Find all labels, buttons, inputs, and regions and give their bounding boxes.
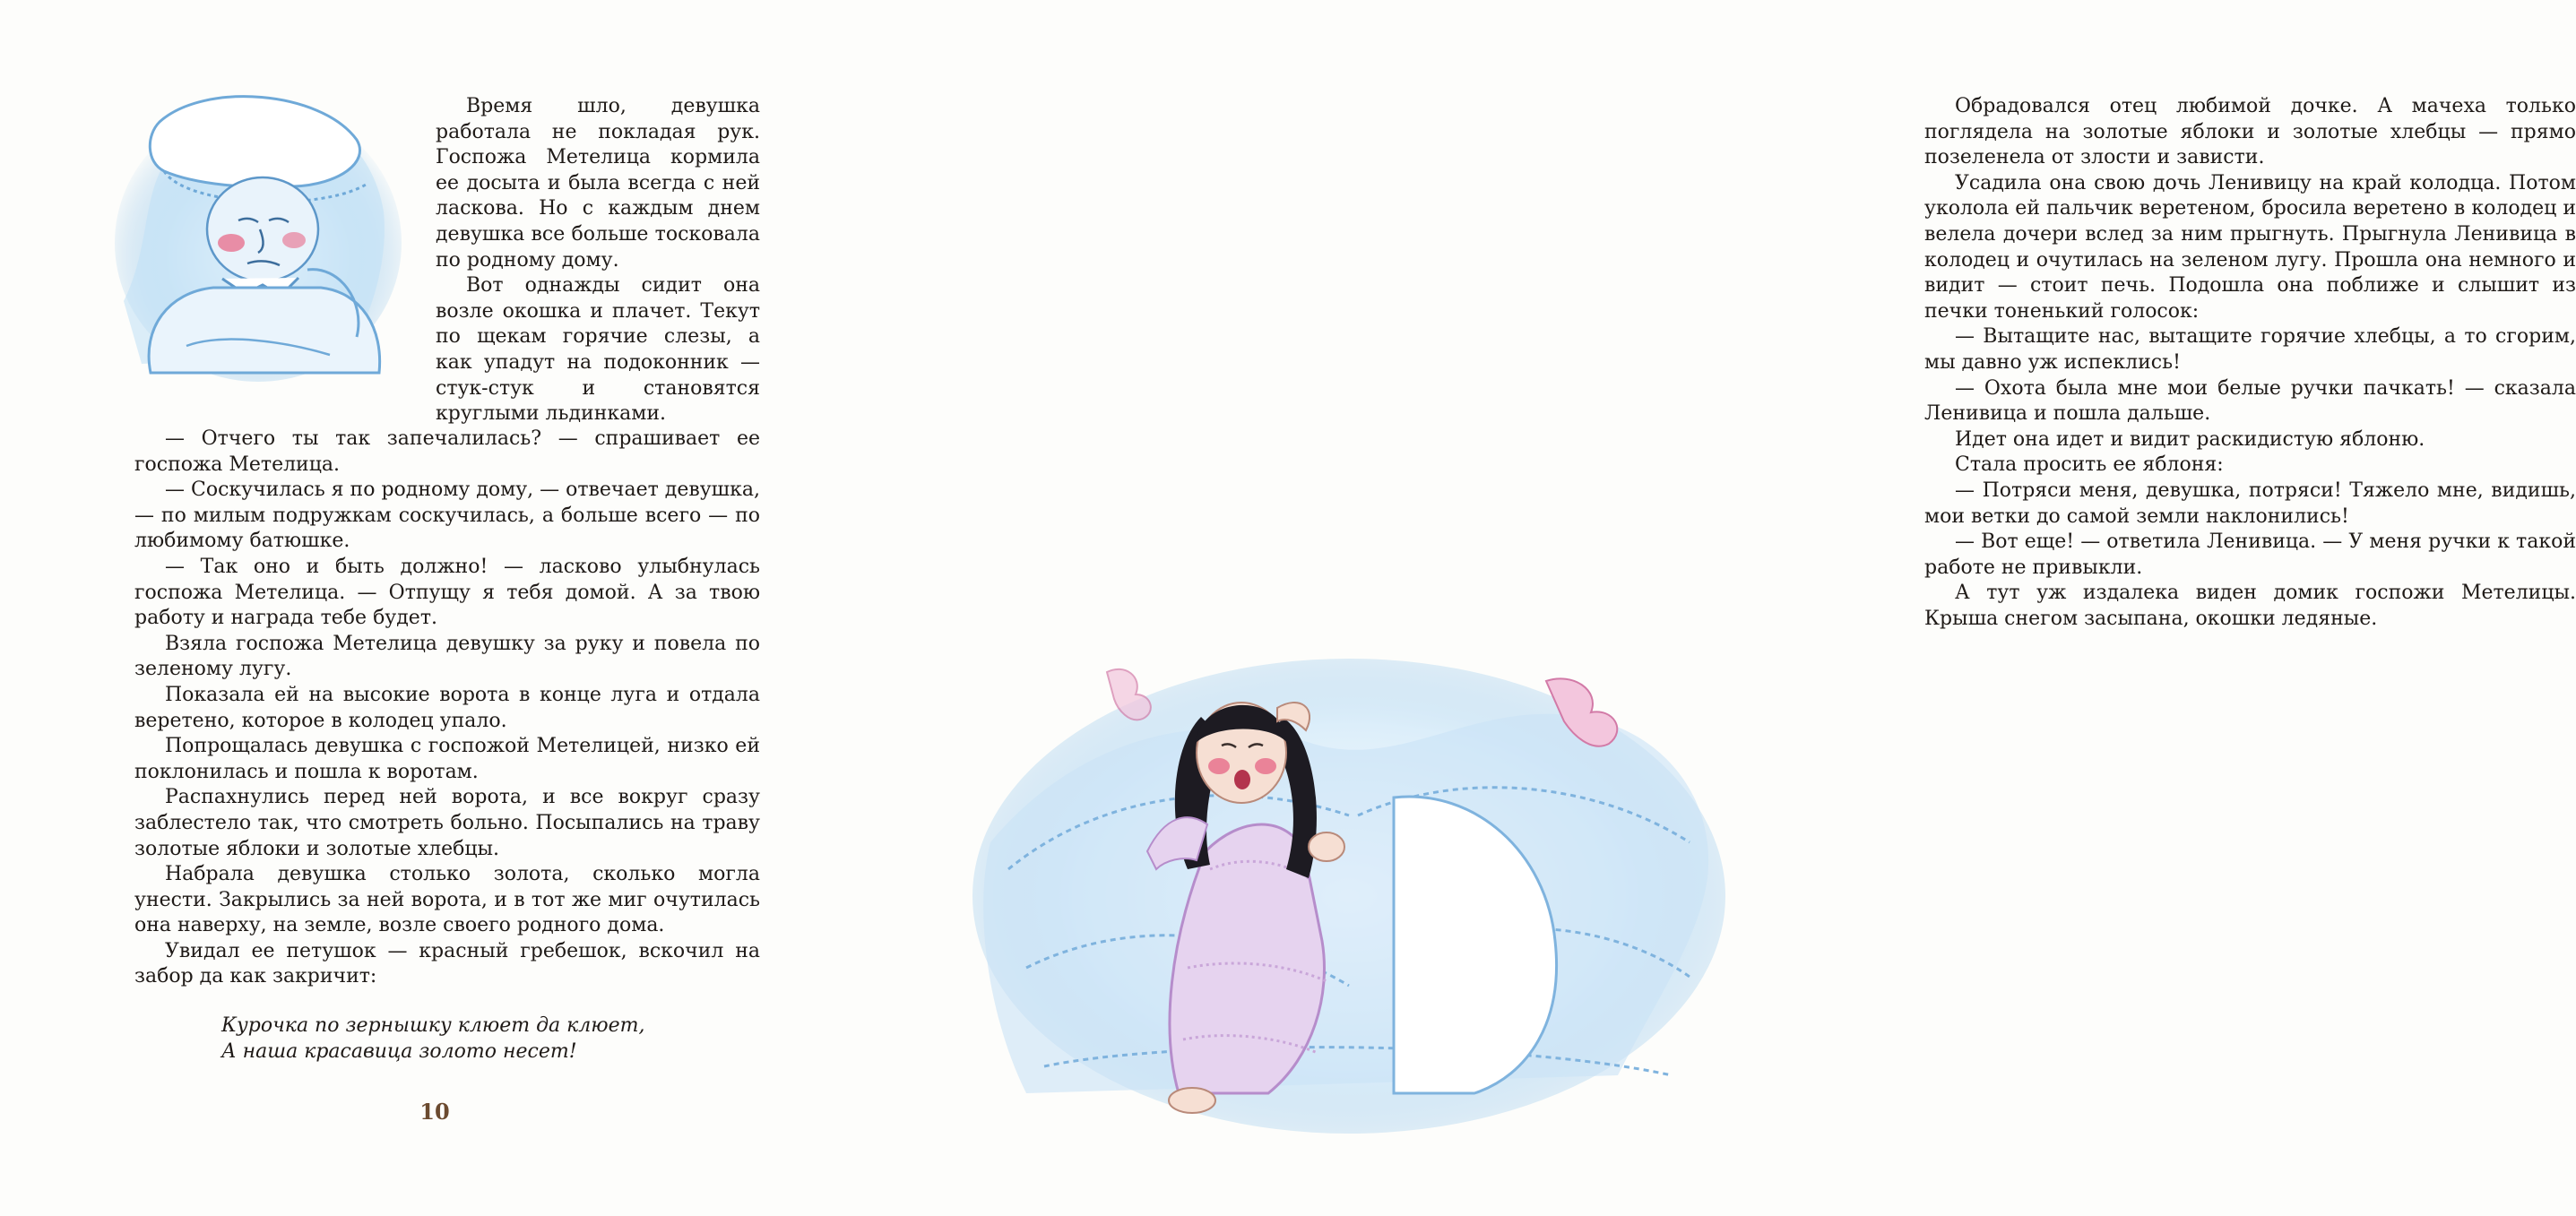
- right-page-text: [1924, 94, 2576, 632]
- paragraph: — Отчего ты так запечалилась? — спрашивает ее госпожа Метелица.: [134, 427, 760, 476]
- left-page-main-text: [134, 427, 760, 990]
- paragraph: — Потряси меня, девушка, потряси! Тяжело мне, видишь, мои ветки до самой земли наклонились!: [1924, 479, 2576, 528]
- paragraph: — Вот еще! — ответила Ленивица. — У меня ручки к такой работе не привыкли.: [1924, 530, 2576, 579]
- paragraph: Время шло, девушка работала не покладая рук. Госпожа Метелица кормила ее досыта и была всегда с ней ласкова. Но с каждым днем девушка все больше тосковала по родному дому.: [436, 95, 760, 272]
- paragraph: Обрадовался отец любимой дочке. А мачеха только поглядела на золотые яблоки и золотые хлебцы — прямо позеленела от злости и зависти.: [1924, 95, 2576, 169]
- paragraph: Набрала девушка столько золота, сколько могла унести. Закрылись за ней ворота, и в тот же миг очутилась она наверху, на земле, возле своего родного дома.: [134, 863, 760, 937]
- paragraph: — Охота была мне мои белые ручки пачкать! — сказала Ленивица и пошла дальше.: [1924, 376, 2576, 426]
- paragraph: А тут уж издалека виден домик госпожи Метелицы. Крыша снегом засыпана, окошки ледяные.: [1924, 582, 2576, 630]
- paragraph: Распахнулись перед ней ворота, и все вокруг сразу заблестело так, что смотреть больно. Посыпались на траву золотые яблоки и золотые хлебцы.: [134, 786, 760, 860]
- paragraph: Попрощалась девушка с госпожой Метелицей, низко ей поклонилась и пошла к воротам.: [134, 735, 760, 783]
- left-page-intro-text: [436, 94, 760, 427]
- page-number: 10: [419, 1099, 450, 1125]
- paragraph: Стала просить ее яблоня:: [1955, 453, 2224, 477]
- paragraph: — Соскучилась я по родному дому, — отвечает девушка, — по милым подружкам соскучилась, а больше всего — по любимому батюшке.: [134, 479, 760, 553]
- paragraph: — Вытащите нас, вытащите горячие хлебцы, а то сгорим, мы давно уж испеклись!: [1924, 325, 2576, 374]
- rooster-poem: [221, 1013, 645, 1065]
- paragraph: Увидал ее петушок — красный гребешок, вскочил на забор да как закричит:: [134, 939, 760, 988]
- paragraph: Взяла госпожа Метелица девушку за руку и повела по зеленому лугу.: [134, 632, 760, 681]
- poem-line: Курочка по зернышку клюет да клюет,: [221, 1014, 645, 1037]
- paragraph: Усадила она свою дочь Ленивицу на край колодца. Потом уколола ей пальчик веретеном, бросила веретено в колодец и велела дочери вслед за ним прыгнуть. Прыгнула Ленивица в колодец и очутилась на зеленом лугу. Прошла она немного и видит — стоит печь. Подошла она поближе и слышит из печки тоненький голосок:: [1924, 171, 2576, 323]
- left-page: [0, 0, 896, 1216]
- paragraph: Показала ей на высокие ворота в конце луга и отдала веретено, которое в колодец упало.: [134, 683, 760, 732]
- poem-line: А наша красавица золото несет!: [221, 1040, 577, 1063]
- paragraph: Вот однажды сидит она возле окошка и плачет. Текут по щекам горячие слезы, а как упадут на подоконник — стук-стук и становятся круглыми льдинками.: [436, 274, 760, 426]
- mistress-blizzard-illustration: [115, 86, 402, 382]
- paragraph: Идет она идет и видит раскидистую яблоню.: [1955, 427, 2425, 451]
- lazy-girl-illustration: [972, 645, 1725, 1129]
- paragraph: — Так оно и быть должно! — ласково улыбнулась госпожа Метелица. — Отпущу я тебя домой. А за твою работу и награда тебе будет.: [134, 555, 760, 630]
